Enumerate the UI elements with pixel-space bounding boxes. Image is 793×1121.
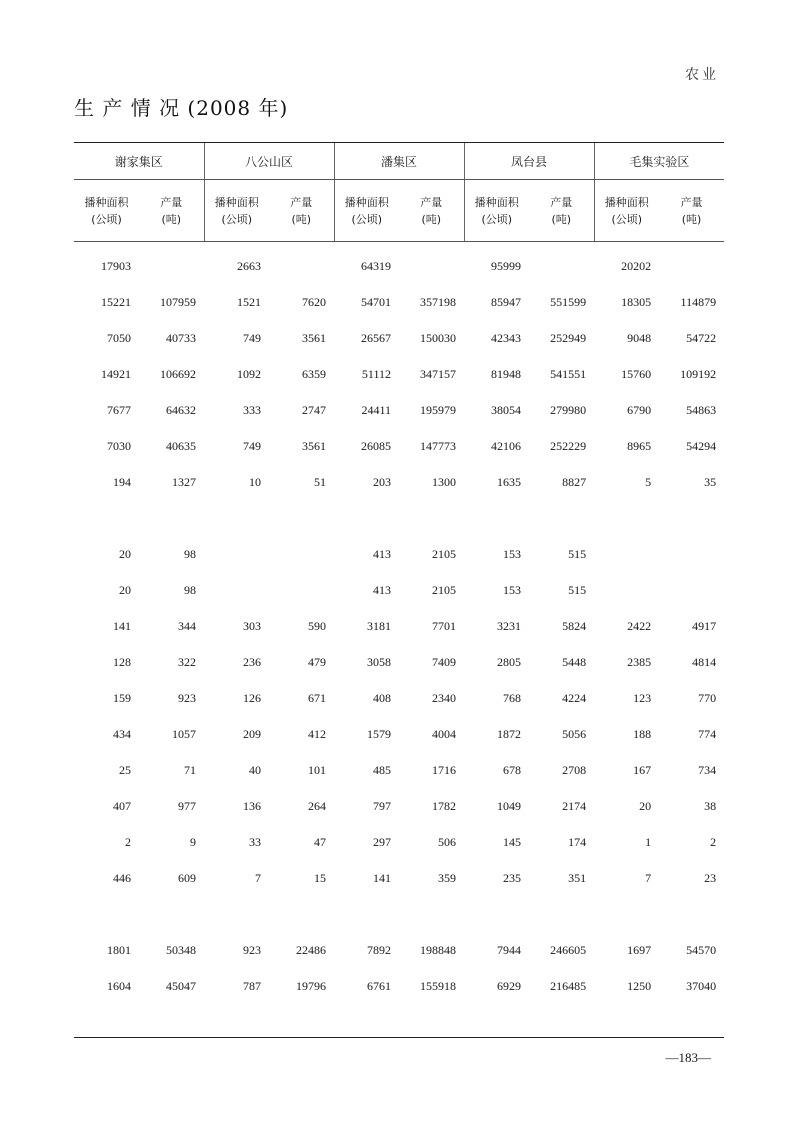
area-cell: 1250	[627, 978, 652, 993]
yield-cell: 3561	[302, 438, 327, 453]
yield-cell: 1300	[432, 474, 457, 489]
area-cell: 167	[633, 762, 652, 777]
area-cell: 413	[373, 582, 392, 597]
empty-cell	[334, 896, 399, 932]
area-cell: 24411	[361, 402, 392, 417]
area-cell: 26085	[361, 438, 392, 453]
area-cell: 7677	[107, 402, 131, 417]
area-cell: 768	[503, 690, 522, 705]
yield-cell: 252229	[550, 438, 587, 453]
area-cell: 1	[645, 834, 652, 849]
yield-cell	[269, 572, 334, 608]
yield-cell: 412	[308, 726, 327, 741]
empty-cell	[74, 500, 139, 536]
area-cell: 40	[249, 762, 262, 777]
yield-cell: 322	[178, 654, 197, 669]
column-header-label: 产量	[680, 195, 703, 209]
area-cell: 1604	[107, 978, 131, 993]
area-cell: 408	[373, 690, 392, 705]
area-cell: 33	[249, 834, 262, 849]
table-row	[74, 716, 724, 752]
area-cell: 9048	[627, 330, 652, 345]
table-row	[74, 860, 724, 896]
yield-cell: 38	[704, 798, 717, 813]
area-cell: 7892	[367, 942, 392, 957]
yield-cell: 5448	[562, 654, 587, 669]
yield-cell: 541551	[550, 366, 587, 381]
area-column-header	[464, 180, 529, 242]
table-row	[74, 680, 724, 716]
yield-cell: 1327	[172, 474, 197, 489]
area-cell: 14921	[101, 366, 131, 381]
yield-cell: 106692	[160, 366, 197, 381]
table-row	[74, 572, 724, 608]
subheader-row	[74, 180, 724, 242]
area-cell: 333	[243, 402, 262, 417]
area-cell: 126	[243, 690, 262, 705]
area-cell: 15760	[621, 366, 652, 381]
spacer-row	[74, 896, 724, 932]
yield-cell: 4224	[562, 690, 587, 705]
yield-cell: 7620	[302, 294, 327, 309]
yield-cell: 64632	[166, 402, 197, 417]
area-cell: 20	[639, 798, 652, 813]
area-cell: 7	[645, 870, 652, 885]
area-cell: 2422	[627, 618, 652, 633]
bottom-rule	[74, 1037, 724, 1038]
column-header-label: 播种面积	[604, 195, 649, 209]
yield-cell	[399, 242, 464, 285]
area-cell: 153	[503, 546, 522, 561]
area-cell	[594, 572, 659, 608]
column-header-label: 产量	[550, 195, 573, 209]
empty-cell	[529, 500, 594, 536]
area-cell: 2805	[497, 654, 522, 669]
area-cell: 678	[503, 762, 522, 777]
area-cell: 1801	[107, 942, 131, 957]
yield-cell: 50348	[166, 942, 197, 957]
area-cell	[204, 536, 269, 572]
area-cell: 6790	[627, 402, 652, 417]
yield-cell: 359	[438, 870, 457, 885]
table-row	[74, 608, 724, 644]
empty-cell	[464, 896, 529, 932]
area-cell: 413	[373, 546, 392, 561]
area-cell: 20202	[621, 258, 652, 273]
area-cell: 923	[243, 942, 262, 957]
area-cell: 81948	[491, 366, 522, 381]
area-cell: 7030	[107, 438, 131, 453]
yield-column-header	[529, 180, 594, 242]
empty-cell	[594, 896, 659, 932]
empty-cell	[529, 896, 594, 932]
page-title: 生 产 情 况 (2008 年)	[74, 96, 289, 120]
yield-cell: 4917	[692, 618, 717, 633]
yield-cell: 45047	[166, 978, 197, 993]
yield-cell: 54570	[686, 942, 717, 957]
yield-cell: 734	[698, 762, 717, 777]
area-cell: 787	[243, 978, 262, 993]
region-header: 毛集实验区	[594, 143, 724, 180]
empty-cell	[659, 500, 724, 536]
area-cell: 303	[243, 618, 262, 633]
yield-cell: 47	[314, 834, 327, 849]
yield-cell: 5056	[562, 726, 587, 741]
area-cell: 203	[373, 474, 392, 489]
yield-cell: 506	[438, 834, 457, 849]
empty-cell	[269, 500, 334, 536]
yield-cell: 1057	[172, 726, 197, 741]
column-header-label: 播种面积	[214, 195, 259, 209]
yield-cell: 9	[190, 834, 197, 849]
yield-cell: 71	[184, 762, 197, 777]
area-cell: 1872	[497, 726, 522, 741]
yield-cell: 101	[308, 762, 327, 777]
area-cell: 797	[373, 798, 392, 813]
yield-column-header	[399, 180, 464, 242]
column-header-unit: (公顷)	[351, 212, 383, 226]
area-cell: 141	[373, 870, 392, 885]
area-cell: 1521	[237, 294, 262, 309]
area-cell: 10	[249, 474, 262, 489]
yield-cell: 98	[184, 546, 197, 561]
yield-cell: 347157	[420, 366, 457, 381]
yield-cell: 770	[698, 690, 717, 705]
column-header-unit: (吨)	[291, 212, 312, 226]
area-cell	[594, 536, 659, 572]
area-cell: 1635	[497, 474, 522, 489]
area-cell: 26567	[361, 330, 392, 345]
yield-cell: 198848	[420, 942, 457, 957]
area-cell: 407	[113, 798, 131, 813]
yield-cell	[659, 572, 724, 608]
yield-cell: 22486	[296, 942, 327, 957]
area-cell: 485	[373, 762, 392, 777]
area-cell: 3058	[367, 654, 392, 669]
yield-cell: 7701	[432, 618, 457, 633]
area-cell: 85947	[491, 294, 522, 309]
yield-cell: 252949	[550, 330, 587, 345]
area-column-header	[74, 180, 139, 242]
yield-cell: 35	[704, 474, 717, 489]
region-header: 谢家集区	[74, 143, 204, 180]
region-header: 凤台县	[464, 143, 594, 180]
yield-cell: 977	[178, 798, 197, 813]
area-cell: 1579	[367, 726, 392, 741]
yield-cell: 174	[568, 834, 587, 849]
yield-cell: 109192	[680, 366, 717, 381]
yield-cell: 7409	[432, 654, 457, 669]
yield-cell: 3561	[302, 330, 327, 345]
yield-cell	[269, 242, 334, 285]
column-header-label: 播种面积	[344, 195, 389, 209]
yield-cell: 2340	[432, 690, 457, 705]
yield-cell: 37040	[686, 978, 717, 993]
area-cell: 194	[113, 474, 131, 489]
yield-cell: 6359	[302, 366, 327, 381]
yield-cell: 2174	[562, 798, 587, 813]
area-cell: 236	[243, 654, 262, 669]
yield-cell: 264	[308, 798, 327, 813]
area-cell: 235	[503, 870, 522, 885]
yield-cell: 671	[308, 690, 327, 705]
yield-cell: 2	[710, 834, 717, 849]
yield-cell: 351	[568, 870, 587, 885]
area-cell: 5	[645, 474, 652, 489]
yield-cell: 8827	[562, 474, 587, 489]
area-cell: 3181	[367, 618, 392, 633]
area-cell: 1049	[497, 798, 522, 813]
yield-cell	[139, 242, 204, 285]
yield-cell: 147773	[420, 438, 457, 453]
table-row	[74, 284, 724, 320]
yield-column-header	[139, 180, 204, 242]
area-cell: 159	[113, 690, 131, 705]
yield-cell: 515	[568, 582, 587, 597]
yield-column-header	[659, 180, 724, 242]
area-cell: 209	[243, 726, 262, 741]
yield-cell: 195979	[420, 402, 457, 417]
area-column-header	[334, 180, 399, 242]
region-header: 潘集区	[334, 143, 464, 180]
empty-cell	[464, 500, 529, 536]
yield-cell	[269, 536, 334, 572]
table-row	[74, 356, 724, 392]
yield-cell: 4004	[432, 726, 457, 741]
area-cell: 2	[125, 834, 131, 849]
empty-cell	[334, 500, 399, 536]
area-cell	[204, 572, 269, 608]
area-cell: 25	[119, 762, 131, 777]
table-row	[74, 968, 724, 1004]
table-header	[74, 143, 724, 242]
column-header-label: 产量	[420, 195, 443, 209]
area-cell: 2385	[627, 654, 652, 669]
yield-cell	[659, 536, 724, 572]
column-header-label: 播种面积	[474, 195, 519, 209]
column-header-label: 播种面积	[84, 195, 129, 209]
yield-cell: 279980	[550, 402, 587, 417]
area-cell: 17903	[101, 258, 131, 273]
spacer-row	[74, 500, 724, 536]
production-table	[74, 142, 724, 1004]
empty-cell	[139, 500, 204, 536]
area-cell: 123	[633, 690, 652, 705]
empty-cell	[74, 896, 139, 932]
empty-cell	[594, 500, 659, 536]
yield-cell: 609	[178, 870, 197, 885]
area-cell: 2663	[237, 258, 262, 273]
area-cell: 64319	[361, 258, 392, 273]
table-row	[74, 788, 724, 824]
area-cell: 20	[119, 582, 131, 597]
column-header-unit: (吨)	[421, 212, 442, 226]
area-cell: 51112	[361, 366, 392, 381]
yield-cell: 2708	[562, 762, 587, 777]
empty-cell	[204, 500, 269, 536]
table-row	[74, 320, 724, 356]
area-cell: 54701	[361, 294, 392, 309]
yield-cell: 5824	[562, 618, 587, 633]
area-cell: 15221	[101, 294, 131, 309]
yield-cell: 246605	[550, 942, 587, 957]
region-header: 八公山区	[204, 143, 334, 180]
column-header-label: 产量	[290, 195, 313, 209]
yield-cell: 54863	[686, 402, 717, 417]
yield-cell: 40733	[166, 330, 197, 345]
area-cell: 42106	[491, 438, 522, 453]
region-header-row	[74, 143, 724, 180]
column-header-unit: (吨)	[551, 212, 572, 226]
area-cell: 136	[243, 798, 262, 813]
yield-cell: 98	[184, 582, 197, 597]
yield-cell: 54294	[686, 438, 717, 453]
area-cell: 749	[243, 330, 262, 345]
yield-cell: 54722	[686, 330, 717, 345]
yield-cell: 515	[568, 546, 587, 561]
area-cell: 95999	[491, 258, 522, 273]
area-column-header	[594, 180, 659, 242]
table-row	[74, 644, 724, 680]
area-cell: 141	[113, 618, 131, 633]
area-cell: 1092	[237, 366, 262, 381]
yield-cell: 479	[308, 654, 327, 669]
yield-cell: 155918	[420, 978, 457, 993]
area-cell: 8965	[627, 438, 652, 453]
yield-cell: 774	[698, 726, 717, 741]
table-row	[74, 242, 724, 285]
yield-cell	[529, 242, 594, 285]
empty-cell	[399, 896, 464, 932]
empty-cell	[139, 896, 204, 932]
empty-cell	[399, 500, 464, 536]
column-header-unit: (吨)	[161, 212, 182, 226]
yield-cell: 2105	[432, 582, 457, 597]
area-cell: 42343	[491, 330, 522, 345]
area-cell: 297	[373, 834, 392, 849]
yield-column-header	[269, 180, 334, 242]
area-cell: 749	[243, 438, 262, 453]
area-cell: 6761	[367, 978, 392, 993]
area-cell: 446	[113, 870, 131, 885]
table-row	[74, 932, 724, 968]
area-cell: 3231	[497, 618, 522, 633]
area-cell: 18305	[621, 294, 652, 309]
column-header-unit: (公顷)	[221, 212, 253, 226]
yield-cell: 1782	[432, 798, 457, 813]
yield-cell: 357198	[420, 294, 457, 309]
table-row	[74, 392, 724, 428]
table-row	[74, 752, 724, 788]
yield-cell: 15	[314, 870, 327, 885]
table-body	[74, 242, 724, 1005]
yield-cell: 590	[308, 618, 327, 633]
table-row	[74, 536, 724, 572]
area-cell: 6929	[497, 978, 522, 993]
yield-cell: 2747	[302, 402, 327, 417]
area-cell: 145	[503, 834, 522, 849]
table-row	[74, 464, 724, 500]
section-label: 农业	[685, 67, 719, 83]
yield-cell: 923	[178, 690, 197, 705]
yield-cell: 1716	[432, 762, 457, 777]
area-cell: 20	[119, 546, 131, 561]
yield-cell: 40635	[166, 438, 197, 453]
table-row	[74, 824, 724, 860]
yield-cell: 19796	[296, 978, 327, 993]
yield-cell: 107959	[160, 294, 197, 309]
yield-cell	[659, 242, 724, 285]
area-cell: 188	[633, 726, 652, 741]
yield-cell: 51	[314, 474, 327, 489]
area-cell: 1697	[627, 942, 652, 957]
area-cell: 7944	[497, 942, 522, 957]
yield-cell: 114879	[680, 294, 717, 309]
area-cell: 7	[255, 870, 262, 885]
table-row	[74, 428, 724, 464]
yield-cell: 23	[704, 870, 717, 885]
empty-cell	[659, 896, 724, 932]
area-column-header	[204, 180, 269, 242]
column-header-unit: (公顷)	[611, 212, 643, 226]
area-cell: 38054	[491, 402, 522, 417]
column-header-unit: (公顷)	[481, 212, 513, 226]
yield-cell: 150030	[420, 330, 457, 345]
yield-cell: 4814	[692, 654, 717, 669]
empty-cell	[204, 896, 269, 932]
yield-cell: 216485	[550, 978, 587, 993]
page-number: —183—	[665, 1050, 711, 1065]
column-header-unit: (吨)	[681, 212, 702, 226]
yield-cell: 551599	[550, 294, 587, 309]
yield-cell: 344	[178, 618, 197, 633]
column-header-label: 产量	[160, 195, 183, 209]
area-cell: 153	[503, 582, 522, 597]
column-header-unit: (公顷)	[91, 212, 122, 226]
yield-cell: 2105	[432, 546, 457, 561]
empty-cell	[269, 896, 334, 932]
area-cell: 434	[113, 726, 131, 741]
area-cell: 7050	[107, 330, 131, 345]
area-cell: 128	[113, 654, 131, 669]
